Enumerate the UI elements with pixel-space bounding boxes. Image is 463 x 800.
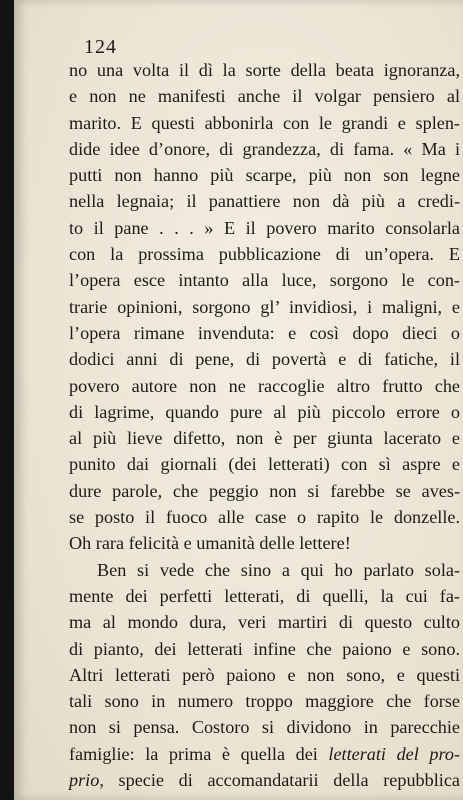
text-line: mente dei perfetti letterati, di quelli, la cui fa- — [69, 585, 460, 606]
text-line: dodici anni di pene, di povertà e di fatiche, il — [69, 349, 460, 370]
text-line: e non ne manifesti anche il volgar pensiero al — [69, 86, 460, 107]
text-line: Altri letterati però paiono e non sono, e questi — [69, 664, 460, 685]
italic-term: prio, — [69, 770, 104, 791]
paragraph-start-line: Ben si vede che sino a qui ho parlato sola- — [97, 559, 460, 580]
text-line: non si pensa. Costoro si dividono in parecchie — [69, 717, 460, 738]
book-page — [14, 0, 463, 800]
text-line: povero autore non ne raccoglie altro frutto che — [69, 375, 460, 396]
text-line: se posto il fuoco alle case o rapito le donzelle. — [69, 507, 460, 528]
text-line-mixed — [69, 741, 460, 767]
text-line: no una volta il dì la sorte della beata ignoranza, — [69, 60, 460, 80]
text-segment: specie di accomandatarii della repubblica — [118, 770, 460, 791]
text-segment: famiglie: la prima è quella dei — [69, 743, 318, 764]
text-line: con la prossima pubblicazione di un’opera. E — [69, 244, 460, 265]
text-line: to il pane . . . » E il povero marito consolarla — [69, 217, 460, 238]
text-line: al più lieve difetto, non è per giunta lacerato e — [69, 428, 460, 449]
text-line: nella legnaia; il panattiere non dà più a credi- — [69, 191, 460, 212]
text-line: l’opera rimane invenduta: e così dopo dieci o — [69, 322, 460, 343]
text-line: marito. E questi abbonirla con le grandi e splen- — [69, 112, 460, 133]
paragraph-end-line: Oh rara felicità e umanità delle lettere! — [69, 533, 351, 554]
page-number: 124 — [84, 36, 117, 58]
text-line: dide idee d’onore, di grandezza, di fama. « Ma i — [69, 138, 460, 159]
text-line: dure parole, che peggio non si farebbe se aves- — [69, 480, 460, 501]
text-line: di pianto, dei letterati infine che paiono e sono. — [69, 638, 460, 659]
text-line: tali sono in numero troppo maggiore che forse — [69, 691, 460, 712]
italic-term: letterati del pro- — [328, 743, 461, 764]
text-line: l’opera esce intanto alla luce, sorgono le con- — [69, 270, 460, 291]
text-line: trarie opinioni, sorgono gl’ invidiosi, i maligni, e — [69, 296, 460, 317]
body-text — [69, 57, 460, 793]
text-line: putti non hanno più scarpe, più non son legne — [69, 165, 460, 186]
text-line: di lagrime, quando pure al più piccolo errore o — [69, 401, 460, 422]
text-line: ma al mondo dura, veri martiri di questo culto — [69, 612, 460, 633]
text-line: punito dai giornali (dei letterati) con sì aspre e — [69, 454, 460, 475]
text-line-mixed — [69, 767, 460, 793]
